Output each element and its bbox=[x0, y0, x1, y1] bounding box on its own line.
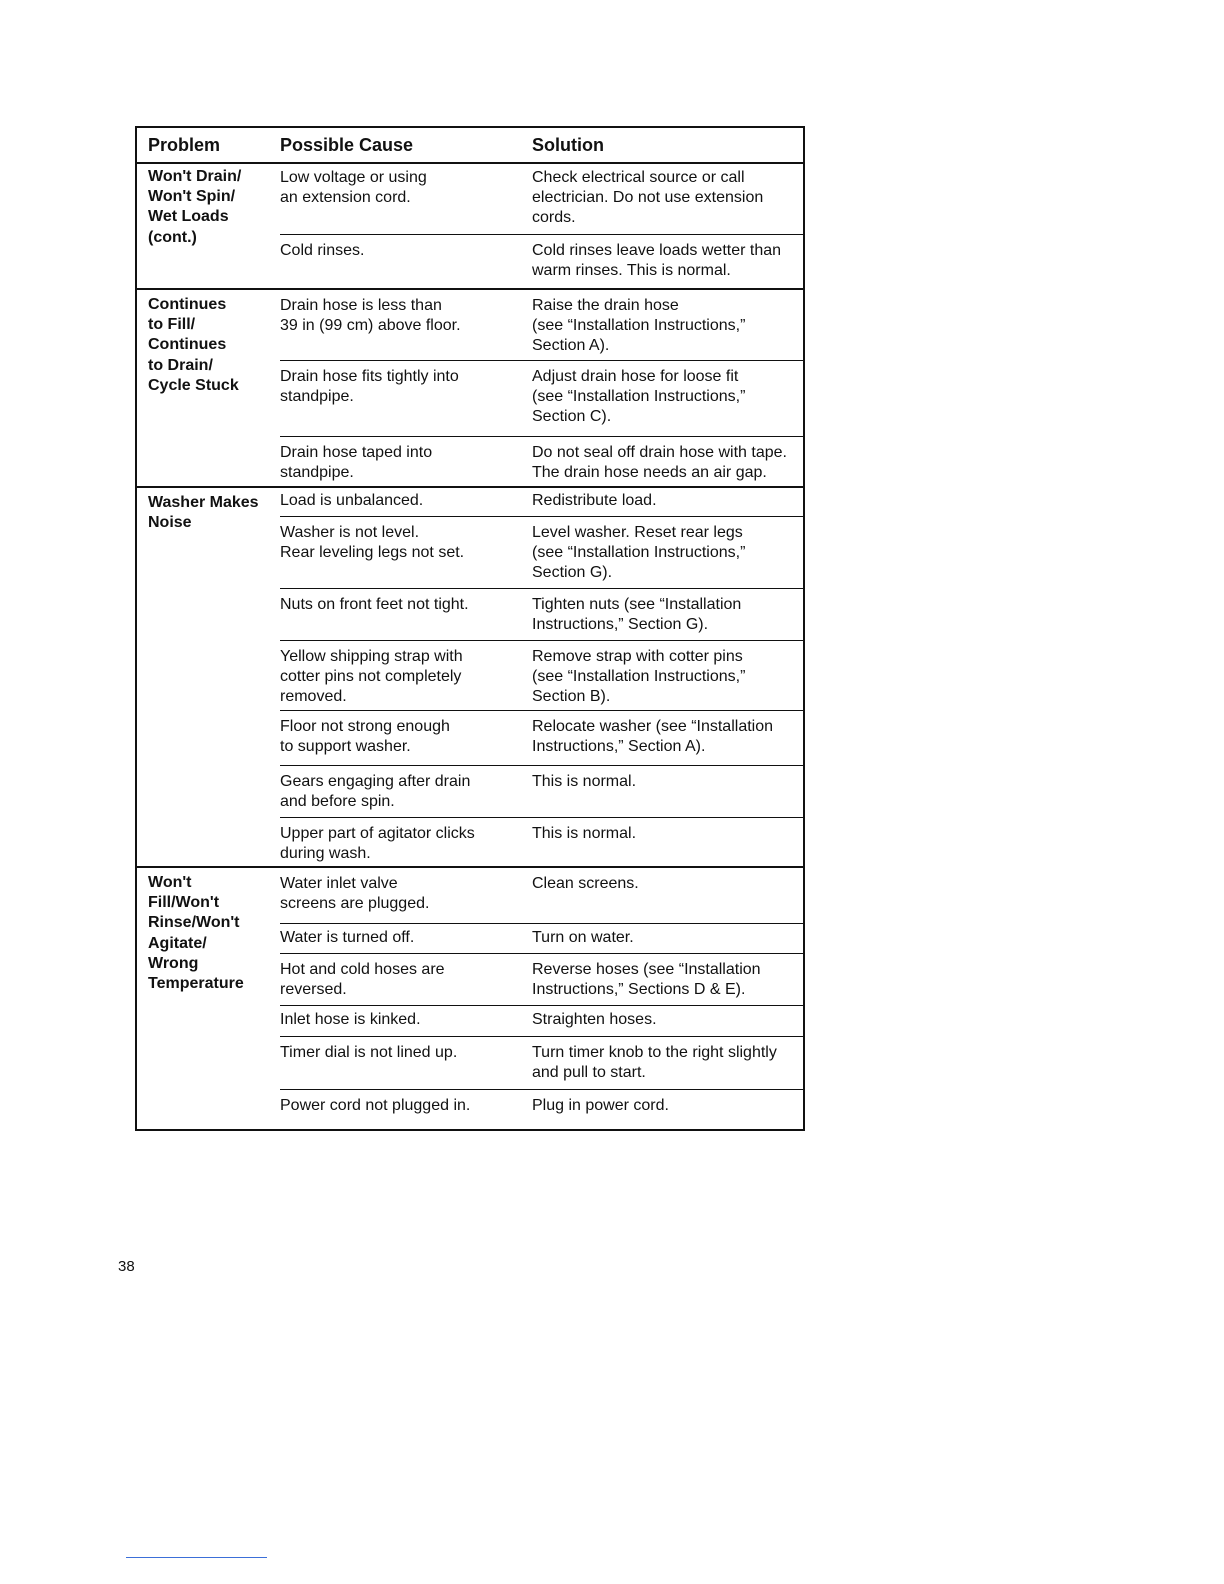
cause-cell: Washer is not level. Rear leveling legs not set. bbox=[280, 524, 465, 562]
solution-cell: Level washer. Reset rear legs (see “Installation Instructions,” Section G). bbox=[532, 524, 746, 582]
table-row bbox=[280, 1090, 803, 1129]
table-row bbox=[280, 1006, 803, 1037]
solution-cell: Cold rinses leave loads wetter than warm rinses. This is normal. bbox=[532, 242, 782, 280]
cause-cell: Gears engaging after drain and before spin. bbox=[280, 773, 471, 811]
problem-label: Washer Makes Noise bbox=[148, 494, 259, 532]
cause-cell: Water is turned off. bbox=[280, 929, 415, 946]
table-row bbox=[280, 868, 803, 924]
cause-cell: Drain hose fits tightly into standpipe. bbox=[280, 368, 459, 406]
cause-cell: Nuts on front feet not tight. bbox=[280, 596, 469, 613]
header-problem: Problem bbox=[148, 135, 221, 155]
table-row bbox=[280, 361, 803, 437]
troubleshooting-table bbox=[135, 126, 805, 1131]
cause-cell: Timer dial is not lined up. bbox=[280, 1044, 458, 1061]
solution-cell: Adjust drain hose for loose fit (see “Installation Instructions,” Section C). bbox=[532, 368, 746, 426]
table-row bbox=[280, 1037, 803, 1090]
problem-label: Won't Fill/Won't Rinse/Won't Agitate/ Wrong Temperature bbox=[148, 874, 244, 993]
cause-cell: Floor not strong enough to support washer. bbox=[280, 718, 450, 756]
table-row bbox=[280, 437, 803, 488]
cause-cell: Low voltage or using an extension cord. bbox=[280, 169, 427, 207]
solution-cell: Raise the drain hose (see “Installation Instructions,” Section A). bbox=[532, 297, 746, 355]
cause-cell: Yellow shipping strap with cotter pins not completely removed. bbox=[280, 648, 463, 706]
table-row bbox=[280, 235, 803, 290]
solution-cell: Tighten nuts (see “Installation Instructions,” Section G). bbox=[532, 596, 742, 634]
solution-cell: Relocate washer (see “Installation Instructions,” Section A). bbox=[532, 718, 774, 756]
table-row bbox=[280, 641, 803, 711]
solution-cell: Do not seal off drain hose with tape. The drain hose needs an air gap. bbox=[532, 444, 787, 482]
table-row bbox=[280, 589, 803, 641]
cause-cell: Drain hose is less than 39 in (99 cm) above floor. bbox=[280, 297, 461, 335]
table-row bbox=[280, 162, 803, 235]
cause-cell: Water inlet valve screens are plugged. bbox=[280, 875, 430, 913]
page-number: 38 bbox=[118, 1258, 135, 1275]
table-row bbox=[280, 711, 803, 766]
problem-label: Won't Drain/ Won't Spin/ Wet Loads (cont.) bbox=[148, 168, 242, 246]
solution-cell: This is normal. bbox=[532, 773, 637, 790]
problem-group bbox=[137, 290, 803, 488]
table-row bbox=[280, 766, 803, 818]
table-row bbox=[280, 818, 803, 868]
solution-cell: Turn timer knob to the right slightly and pull to start. bbox=[532, 1044, 777, 1082]
solution-cell: Remove strap with cotter pins (see “Installation Instructions,” Section B). bbox=[532, 648, 746, 706]
solution-cell: Turn on water. bbox=[532, 929, 634, 946]
header-possible-cause: Possible Cause bbox=[280, 135, 414, 155]
problem-group bbox=[137, 868, 803, 1129]
cause-cell: Load is unbalanced. bbox=[280, 492, 424, 509]
solution-cell: Check electrical source or call electrician. Do not use extension cords. bbox=[532, 169, 764, 227]
problem-label: Continues to Fill/ Continues to Drain/ Cycle Stuck bbox=[148, 296, 239, 394]
solution-cell: This is normal. bbox=[532, 825, 637, 842]
table-header-row bbox=[137, 128, 803, 164]
solution-cell: Redistribute load. bbox=[532, 492, 657, 509]
solution-cell: Reverse hoses (see “Installation Instructions,” Sections D & E). bbox=[532, 961, 761, 999]
footer-rule bbox=[126, 1557, 267, 1558]
solution-cell: Plug in power cord. bbox=[532, 1097, 669, 1114]
table-row bbox=[280, 517, 803, 589]
table-row bbox=[280, 924, 803, 954]
table-row bbox=[280, 954, 803, 1006]
cause-cell: Upper part of agitator clicks during wash. bbox=[280, 825, 475, 863]
cause-cell: Hot and cold hoses are reversed. bbox=[280, 961, 445, 999]
solution-cell: Clean screens. bbox=[532, 875, 639, 892]
cause-cell: Power cord not plugged in. bbox=[280, 1097, 471, 1114]
problem-group bbox=[137, 488, 803, 868]
cause-cell: Cold rinses. bbox=[280, 242, 365, 259]
cause-cell: Drain hose taped into standpipe. bbox=[280, 444, 433, 482]
header-solution: Solution bbox=[532, 135, 604, 155]
table-row bbox=[280, 488, 803, 517]
problem-group bbox=[137, 162, 803, 290]
solution-cell: Straighten hoses. bbox=[532, 1011, 657, 1028]
table-row bbox=[280, 290, 803, 361]
cause-cell: Inlet hose is kinked. bbox=[280, 1011, 421, 1028]
